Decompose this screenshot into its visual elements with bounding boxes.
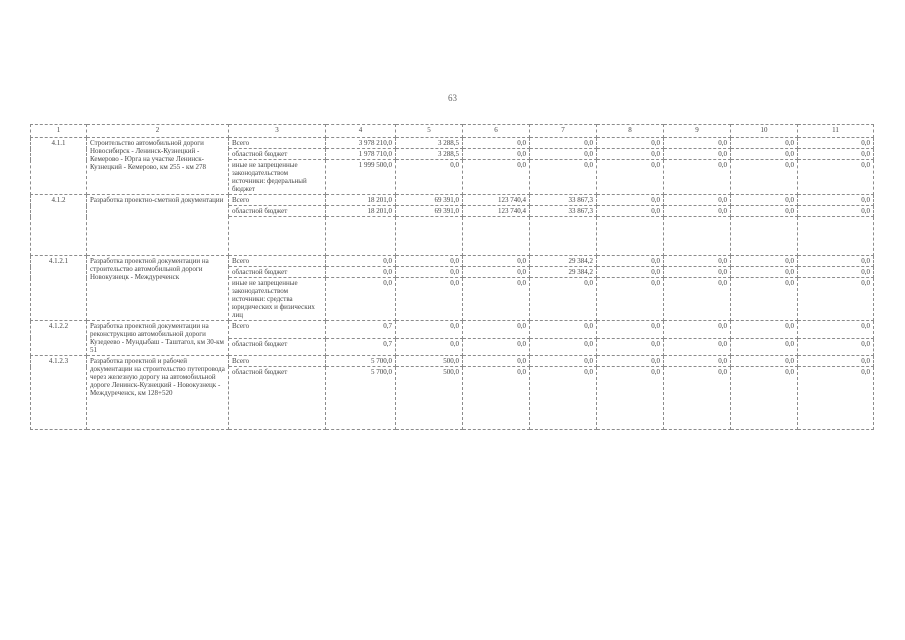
funding-source: Всего (229, 138, 326, 149)
value-cell: 0,0 (530, 149, 597, 160)
empty-cell (229, 217, 326, 256)
value-cell: 0,0 (664, 338, 731, 356)
measure-name: Строительство автомобильной дороги Новосибирск - Ленинск-Кузнецкий - Кемерово - Юрга на участке Ленинск-Кузнецкий - Кемерово, км 255 - км 278 (87, 138, 229, 195)
column-header: 10 (731, 125, 798, 138)
value-cell: 0,0 (798, 367, 874, 430)
value-cell: 0,0 (530, 338, 597, 356)
value-cell: 0,0 (731, 356, 798, 367)
column-header: 9 (664, 125, 731, 138)
value-cell: 0,0 (530, 356, 597, 367)
value-cell: 69 391,0 (396, 206, 463, 217)
value-cell: 0,0 (731, 206, 798, 217)
measure-name: Разработка проектной и рабочей документации на строительство путепровода через железную дорогу на автомобильной дороге Ленинск-Кузнецкий - Новокузнецк - Междуреченск, км 128+520 (87, 356, 229, 430)
value-cell: 0,0 (798, 267, 874, 278)
value-cell: 33 867,3 (530, 195, 597, 206)
value-cell: 0,0 (664, 149, 731, 160)
value-cell: 0,0 (798, 338, 874, 356)
table-row (31, 321, 874, 339)
value-cell: 3 288,5 (396, 149, 463, 160)
value-cell: 0,0 (731, 278, 798, 321)
value-cell: 0,0 (597, 267, 664, 278)
value-cell: 29 384,2 (530, 267, 597, 278)
funding-source: областной бюджет (229, 367, 326, 430)
value-cell: 0,0 (396, 338, 463, 356)
value-cell: 123 740,4 (463, 206, 530, 217)
value-cell: 0,0 (463, 149, 530, 160)
value-cell: 0,0 (664, 160, 731, 195)
value-cell: 0,0 (396, 256, 463, 267)
column-header: 4 (326, 125, 396, 138)
value-cell: 18 201,0 (326, 206, 396, 217)
value-cell: 0,0 (731, 160, 798, 195)
value-cell: 0,0 (326, 256, 396, 267)
funding-source: Всего (229, 321, 326, 339)
empty-cell (326, 217, 396, 256)
value-cell: 0,0 (597, 278, 664, 321)
funding-source: Всего (229, 356, 326, 367)
column-header: 8 (597, 125, 664, 138)
value-cell: 0,0 (530, 321, 597, 339)
value-cell: 0,0 (664, 278, 731, 321)
empty-cell (463, 217, 530, 256)
value-cell: 0,0 (798, 160, 874, 195)
value-cell: 0,0 (731, 138, 798, 149)
header-row (31, 125, 874, 138)
value-cell: 0,0 (664, 356, 731, 367)
value-cell: 0,7 (326, 321, 396, 339)
value-cell: 0,0 (597, 256, 664, 267)
value-cell: 3 978 210,0 (326, 138, 396, 149)
funding-source: иные не запрещенные законодательством источники: средства юридических и физических лиц (229, 278, 326, 321)
value-cell: 0,0 (664, 367, 731, 430)
table-row (31, 138, 874, 149)
value-cell: 500,0 (396, 356, 463, 367)
value-cell: 0,0 (664, 267, 731, 278)
funding-source: областной бюджет (229, 206, 326, 217)
value-cell: 1 999 500,0 (326, 160, 396, 195)
value-cell: 0,0 (597, 160, 664, 195)
value-cell: 0,0 (664, 321, 731, 339)
funding-source: иные не запрещенные законодательством источники: федеральный бюджет (229, 160, 326, 195)
value-cell: 0,0 (731, 149, 798, 160)
empty-cell (396, 217, 463, 256)
page-number: 63 (448, 93, 457, 103)
value-cell: 0,0 (326, 278, 396, 321)
column-header: 1 (31, 125, 87, 138)
value-cell: 29 384,2 (530, 256, 597, 267)
value-cell: 18 201,0 (326, 195, 396, 206)
value-cell: 0,0 (463, 338, 530, 356)
column-header: 5 (396, 125, 463, 138)
row-number: 4.1.2.3 (31, 356, 87, 430)
row-number: 4.1.2.2 (31, 321, 87, 356)
value-cell: 0,0 (798, 138, 874, 149)
value-cell: 0,0 (664, 138, 731, 149)
empty-cell (798, 217, 874, 256)
measure-name: Разработка проектно-сметной документации (87, 195, 229, 256)
value-cell: 0,0 (530, 138, 597, 149)
value-cell: 1 978 710,0 (326, 149, 396, 160)
value-cell: 0,0 (731, 321, 798, 339)
budget-table (30, 124, 874, 430)
value-cell: 0,0 (463, 278, 530, 321)
funding-source: областной бюджет (229, 267, 326, 278)
value-cell: 0,0 (463, 356, 530, 367)
value-cell: 33 867,3 (530, 206, 597, 217)
value-cell: 0,0 (326, 267, 396, 278)
funding-source: областной бюджет (229, 338, 326, 356)
value-cell: 0,0 (463, 138, 530, 149)
value-cell: 0,0 (731, 195, 798, 206)
value-cell: 0,0 (530, 367, 597, 430)
empty-cell (530, 217, 597, 256)
value-cell: 0,0 (463, 321, 530, 339)
value-cell: 3 288,5 (396, 138, 463, 149)
value-cell: 69 391,0 (396, 195, 463, 206)
value-cell: 0,0 (664, 195, 731, 206)
value-cell: 0,0 (530, 160, 597, 195)
value-cell: 0,0 (731, 267, 798, 278)
value-cell: 0,0 (463, 160, 530, 195)
column-header: 11 (798, 125, 874, 138)
column-header: 6 (463, 125, 530, 138)
table-row (31, 256, 874, 267)
value-cell: 0,0 (597, 206, 664, 217)
funding-source: Всего (229, 256, 326, 267)
value-cell: 5 700,0 (326, 356, 396, 367)
column-header: 3 (229, 125, 326, 138)
value-cell: 0,0 (597, 149, 664, 160)
value-cell: 0,0 (798, 149, 874, 160)
value-cell: 0,0 (731, 256, 798, 267)
value-cell: 0,0 (463, 256, 530, 267)
funding-source: Всего (229, 195, 326, 206)
value-cell: 123 740,4 (463, 195, 530, 206)
value-cell: 0,0 (731, 367, 798, 430)
value-cell: 0,0 (597, 356, 664, 367)
row-number: 4.1.2.1 (31, 256, 87, 321)
value-cell: 0,0 (396, 278, 463, 321)
row-number: 4.1.1 (31, 138, 87, 195)
value-cell: 0,0 (396, 267, 463, 278)
value-cell: 0,0 (798, 195, 874, 206)
value-cell: 0,0 (597, 195, 664, 206)
column-header: 2 (87, 125, 229, 138)
value-cell: 0,0 (396, 321, 463, 339)
value-cell: 0,0 (798, 356, 874, 367)
empty-cell (664, 217, 731, 256)
measure-name: Разработка проектной документации на реконструкцию автомобильной дороги Кузедеево - Мундыбаш - Таштагол, км 30-км 51 (87, 321, 229, 356)
value-cell: 0,0 (530, 278, 597, 321)
value-cell: 0,0 (597, 338, 664, 356)
value-cell: 0,0 (597, 138, 664, 149)
value-cell: 0,7 (326, 338, 396, 356)
value-cell: 0,0 (731, 338, 798, 356)
value-cell: 0,0 (664, 256, 731, 267)
value-cell: 0,0 (396, 160, 463, 195)
row-number: 4.1.2 (31, 195, 87, 256)
table-row (31, 195, 874, 206)
value-cell: 500,0 (396, 367, 463, 430)
empty-cell (597, 217, 664, 256)
value-cell: 5 700,0 (326, 367, 396, 430)
column-header: 7 (530, 125, 597, 138)
value-cell: 0,0 (798, 321, 874, 339)
value-cell: 0,0 (463, 267, 530, 278)
value-cell: 0,0 (664, 206, 731, 217)
table-row (31, 356, 874, 367)
measure-name: Разработка проектной документации на строительство автомобильной дороги Новокузнецк - Междуреченск (87, 256, 229, 321)
empty-cell (731, 217, 798, 256)
value-cell: 0,0 (798, 256, 874, 267)
value-cell: 0,0 (798, 206, 874, 217)
value-cell: 0,0 (597, 367, 664, 430)
value-cell: 0,0 (463, 367, 530, 430)
funding-source: областной бюджет (229, 149, 326, 160)
value-cell: 0,0 (597, 321, 664, 339)
value-cell: 0,0 (798, 278, 874, 321)
